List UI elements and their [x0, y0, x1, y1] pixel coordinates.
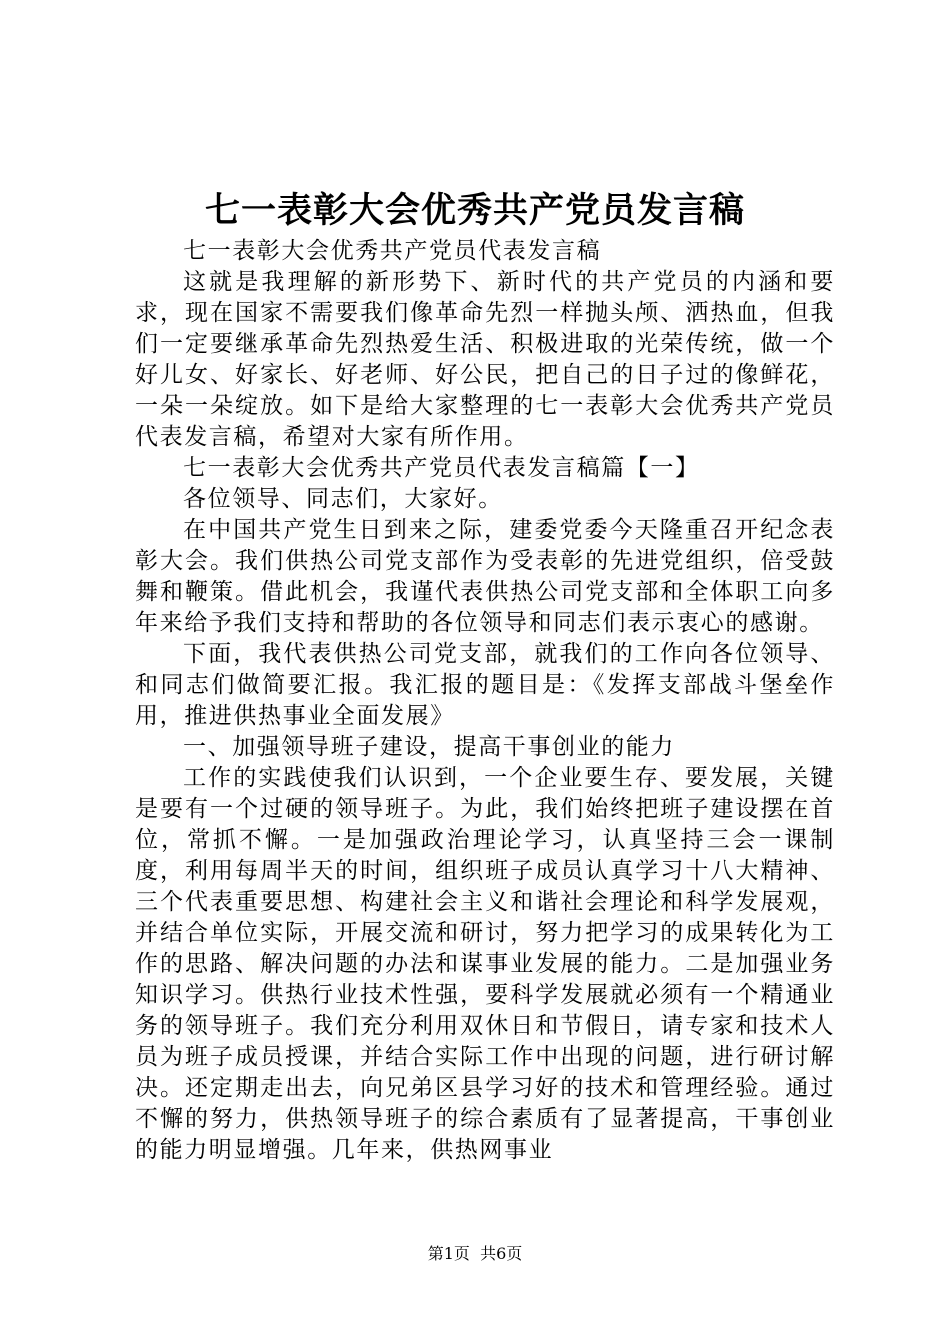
paragraph-intro: 这就是我理解的新形势下、新时代的共产党员的内涵和要求，现在国家不需要我们像革命先烈一样抛头颅、洒热血，但我们一定要继承革命先烈热爱生活、积极进取的光荣传统，做一个好儿女、好家长、好老师、好公民，把自己的日子过的像鲜花，一朵一朵绽放。如下是给大家整理的七一表彰大会优秀共产党员代表发言稿，希望对大家有所作用。: [135, 269, 835, 450]
paragraph-subtitle: 七一表彰大会优秀共产党员代表发言稿: [183, 238, 602, 264]
page-number: 第1页: [427, 1244, 470, 1263]
page-footer: [0, 1244, 950, 1264]
document-body: [135, 236, 835, 1166]
paragraph-point-one-heading: 一、加强领导班子建设，提高干事创业的能力: [183, 734, 675, 760]
paragraph-greeting: 各位领导、同志们，大家好。: [183, 486, 503, 512]
paragraph-section-heading: 七一表彰大会优秀共产党员代表发言稿篇【一】: [183, 455, 700, 481]
page-total: 共6页: [480, 1244, 523, 1263]
paragraph-opening: 在中国共产党生日到来之际，建委党委今天隆重召开纪念表彰大会。我们供热公司党支部作为受表彰的先进党组织，倍受鼓舞和鞭策。借此机会，我谨代表供热公司党支部和全体职工向多年来给予我们支持和帮助的各位领导和同志们表示衷心的感谢。: [135, 517, 835, 636]
paragraph-point-one-body: 工作的实践使我们认识到，一个企业要生存、要发展，关键是要有一个过硬的领导班子。为此，我们始终把班子建设摆在首位，常抓不懈。一是加强政治理论学习，认真坚持三会一课制度，利用每周半天的时间，组织班子成员认真学习十八大精神、三个代表重要思想、构建社会主义和谐社会理论和科学发展观，并结合单位实际，开展交流和研讨，努力把学习的成果转化为工作的思路、解决问题的办法和谋事业发展的能力。二是加强业务知识学习。供热行业技术性强，要科学发展就必须有一个精通业务的领导班子。我们充分利用双休日和节假日，请专家和技术人员为班子成员授课，并结合实际工作中出现的问题，进行研讨解决。还定期走出去，向兄弟区县学习好的技术和管理经验。通过不懈的努力，供热领导班子的综合素质有了显著提高，干事创业的能力明显增强。几年来，供热网事业: [135, 765, 835, 1163]
document-title: 七一表彰大会优秀共产党员发言稿: [204, 190, 745, 231]
paragraph-report-topic: 下面，我代表供热公司党支部，就我们的工作向各位领导、和同志们做简要汇报。我汇报的题目是：《发挥支部战斗堡垒作用，推进供热事业全面发展》: [135, 641, 835, 729]
